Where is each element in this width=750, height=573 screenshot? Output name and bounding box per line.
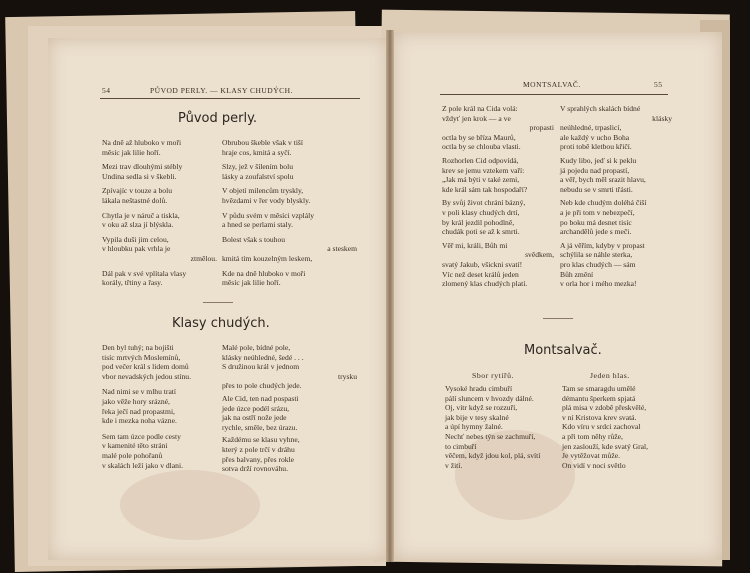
poem-line: Zpívajíc v touze a bolu [102, 186, 173, 196]
poem-line: Na dně až hluboko v moři [102, 138, 182, 147]
page-number: 55 [654, 80, 663, 89]
poem-line: Mezi trav dlouhými stébly [102, 162, 183, 172]
poem-line: tisíc mrtvých Moslemínů, [102, 352, 181, 362]
poem-line: pod večer král s lidem domů [102, 362, 189, 372]
poem-column [222, 138, 357, 288]
poem-line: to cimbuří [445, 441, 477, 451]
poem-column [102, 343, 217, 470]
poem-line: V sprahlých skalách bídné [560, 104, 641, 113]
poem-line: By svůj život chrání bázný, [442, 198, 526, 208]
poem-line: Den byl tuhý; na bojišti [102, 343, 174, 352]
poem-line: malé pole pohořanů [102, 450, 163, 460]
poem-line: Chytla je v náruč a tiskla, [102, 210, 180, 220]
poem-line: Kdo víru v srdci zachoval [562, 422, 641, 432]
paper-stain [120, 470, 260, 540]
poem-line: lásky a zoufalství spolu [222, 171, 294, 181]
poem-line: jako věže hory srázné, [102, 396, 170, 406]
poem-line: démantu šperkem spjatá [562, 393, 636, 403]
poem-line: Sem tam úzce podle cesty [102, 431, 181, 441]
poem-line: kde i mezka noha vázne. [102, 416, 177, 426]
poem-line: kmitá tím kouzelným leskem, [222, 253, 313, 263]
poem-line: Každému se klasu vyhne, [222, 435, 300, 445]
poem-line: Oj, vítr když se rozzuří, [445, 403, 518, 413]
poem-line: který z pole trčí v dráhu [222, 444, 295, 454]
poem-column [222, 343, 357, 474]
poem-line: krev se jemu vztekem vaří: [442, 165, 525, 175]
poem-line: řeka ječí nad propastmi, [102, 406, 175, 416]
poem-line: korály, třtiny a řasy. [102, 278, 163, 288]
poem-line: octla by se chlouba vlasti. [442, 142, 521, 152]
poem-line: Víc než deset králů jeden [442, 269, 519, 279]
section-divider [543, 318, 573, 319]
poem-title: Klasy chudých. [172, 316, 270, 331]
poem-line: v skalách leží jako v dlani. [102, 460, 183, 470]
book-gutter [386, 30, 394, 562]
poem-title: Původ perly. [178, 111, 258, 126]
poem-line: a úpí hymny žalné. [445, 422, 503, 432]
poem-line: jak bije v tesy skalné [445, 412, 509, 422]
poem-line: Věř mi, králi, Bůh mi [442, 240, 508, 250]
poem-line: „Jak má býti v také zemi, [442, 175, 520, 185]
poem-line: přes to pole chudých jede. [222, 381, 302, 391]
poem-line: v kamenité těto stráni [102, 441, 168, 451]
poem-line: ztmělou. [190, 253, 217, 263]
running-head: MONTSALVAČ. [523, 80, 581, 89]
poem-line: Kde na dně hluboko v moři [222, 268, 306, 278]
poem-line: hvězdami v řer vody blyskly. [222, 195, 311, 205]
poem-line: Bůh změní [560, 269, 594, 279]
poem-line: Vypila duši jim celou, [102, 234, 169, 244]
poem-line: klásky [652, 113, 672, 123]
poem-line: schýlila se náhle sterka, [560, 250, 633, 260]
poem-line: v oku až slza jí blýskla. [102, 220, 174, 230]
poem-line: v hloubku pak vrhla je [102, 244, 171, 254]
poem-line: V půdu svém v měsíci vzplály [222, 210, 315, 220]
poem-line: Rozhorlen Cid odpovídá, [442, 155, 519, 165]
poem-line: Slzy, jež v šílením bolu [222, 162, 294, 172]
poem-line: zlomený klas chudých platí. [442, 279, 528, 289]
poem-line: jede úzce podél srázu, [222, 403, 290, 413]
poem-line: a hned se perlami staly. [222, 220, 293, 230]
poem-line: propasti [529, 123, 554, 133]
poem-line: měsíc jak lilie hoří. [222, 278, 281, 288]
header-rule [440, 94, 668, 95]
poem-line: kde král sám tak hospodaří? [442, 184, 528, 194]
poem-line: svatý Jakub, všickni svatí! [442, 259, 523, 269]
poem-line: proti tobě kletbou křičí. [560, 142, 632, 152]
poem-line: Malé pole, bídné pole, [222, 343, 291, 352]
poem-line: v ní Kristova krev svatá. [562, 412, 637, 422]
poem-line: měsíc jak lilie hoří. [102, 147, 161, 157]
poem-title: Montsalvač. [524, 343, 602, 358]
poem-column [445, 384, 557, 470]
poem-line: Kudy libo, jeď si k peklu [560, 155, 637, 165]
poem-line: archandělů jede s meči. [560, 227, 632, 237]
poem-line: V objetí milencům tryskly, [222, 186, 304, 196]
poem-column [560, 104, 672, 289]
poem-line: Tam se smaragdu umělé [562, 384, 636, 393]
poem-line: vždyť jen krok — a ve [442, 113, 511, 123]
poem-line: octla by se bříza Maurů, [442, 132, 516, 142]
poem-line: rychle, směle, bez úrazu. [222, 422, 298, 432]
poem-line: v poli klasy chudých drtí, [442, 207, 520, 217]
poem-line: a věř, bych měl srazit hlavu, [560, 175, 646, 185]
poem-column [562, 384, 677, 470]
poem-line: Undina sedla si v škebli. [102, 171, 177, 181]
poem-line: a je při tom v nebezpečí, [560, 207, 635, 217]
header-rule [100, 98, 360, 99]
poem-line: jen zaslouží, kde svatý Gral, [562, 441, 649, 451]
poem-line: by král jezdil pohodlně, [442, 217, 515, 227]
poem-line: lákala neštastné dolů. [102, 195, 168, 205]
poem-line: jak na ostří nože jede [222, 413, 287, 423]
poem-line: svědkem, [525, 250, 554, 260]
poem-line: neúhledné, trpaslicí, [560, 123, 622, 133]
poem-line: nebudu se v smrti třásti. [560, 184, 633, 194]
poem-line: Obrubou škeble však v tiší [222, 138, 303, 147]
voice-heading: Jeden hlas. [590, 371, 630, 380]
poem-line: pálí sluncem v hvozdy dálné. [445, 393, 534, 403]
poem-line: sotva drží rovnováhu. [222, 464, 289, 474]
poem-line: S družinou král v jednom [222, 362, 300, 372]
poem-line: po boku má desnet tisíc [560, 217, 632, 227]
poem-line: Je vytěžovat může. [562, 451, 620, 461]
poem-column [442, 104, 554, 289]
poem-line: a steskem [327, 244, 357, 254]
poem-line: plá misa v zdobě přeskvělé, [562, 403, 647, 413]
poem-line: a při tom něhy růže, [562, 431, 623, 441]
poem-line: Nad nimi se v mlhu tratí [102, 387, 177, 397]
poem-line: ale každý v ucho Boha [560, 132, 630, 142]
section-divider [203, 302, 233, 303]
poem-line: Nechť nebes týn se zachmuří, [445, 431, 536, 441]
poem-line: Neb kde chudým doléhá čiší [560, 198, 647, 208]
poem-line: chudák poti se až k smrti. [442, 227, 520, 237]
poem-line: A já věřím, kdyby v propast [560, 240, 645, 250]
poem-line: v žití. [445, 460, 463, 470]
poem-line: Z pole král na Cida volá: [442, 104, 518, 113]
poem-line: Bolest však s touhou [222, 234, 286, 244]
poem-line: Ale Cid, ten nad pospasti [222, 393, 299, 403]
voice-heading: Sbor rytířů. [472, 371, 514, 380]
poem-line: On vidí v noci světlo [562, 460, 626, 470]
poem-line: přes balvany, přes rokle [222, 454, 295, 464]
poem-line: trysku [338, 371, 357, 381]
page-number: 54 [102, 86, 111, 95]
poem-line: věčem, když jdou kol, plá, svítí [445, 451, 541, 461]
poem-column [102, 138, 217, 288]
poem-line: v orla hor i mého mezka! [560, 279, 637, 289]
poem-line: hraje cos, kmitá a syčí. [222, 147, 292, 157]
poem-line: pro klas chudých — sám [560, 259, 636, 269]
poem-line: Dál pak v své vplítala vlasy [102, 268, 187, 278]
running-head: PŮVOD PERLY. — KLASY CHUDÝCH. [150, 86, 293, 95]
poem-line: Vysoké hradu cimbuří [445, 384, 513, 393]
poem-line: klásky neúhledné, šedé . . . [222, 352, 304, 362]
poem-line: vbor nevadských jedou stínu. [102, 371, 192, 381]
poem-line: já pojedu nad propastí, [560, 165, 630, 175]
